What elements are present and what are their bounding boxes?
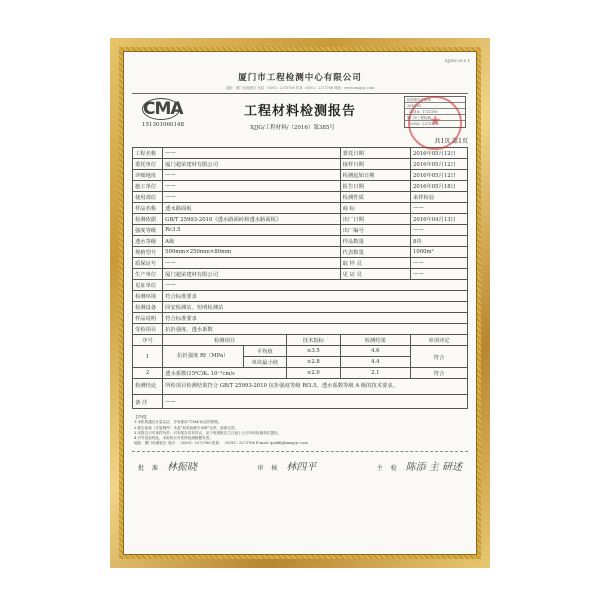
standard-value: ≥3.5: [287, 346, 341, 357]
verdict: 符合: [411, 368, 468, 379]
note-line: 2.报告涂改（含复制件）未盖“检验检测专用章”无效，涂改无效。: [134, 425, 239, 430]
verdict: 符合: [411, 346, 468, 368]
field-value: A级: [163, 236, 341, 247]
report-number: XJJG/工程材料/（2016）第385号: [250, 125, 335, 131]
field-label: 施工单位: [133, 181, 163, 192]
field-label: 生产单位: [133, 269, 163, 280]
field-label: 工程名称: [133, 148, 163, 159]
result-value: 2.1: [340, 368, 410, 379]
info-row: [133, 225, 468, 236]
field-value: GB/T 25993-2010《透水路面砖和透水路面板》: [163, 214, 341, 225]
cma-number: 151301060148: [142, 122, 184, 128]
field-value: 来样检验: [411, 192, 468, 203]
col-item: 检测项目: [163, 335, 287, 346]
field-label: 规格型号: [133, 247, 163, 258]
row-number: 2: [133, 368, 163, 379]
info-row: [133, 313, 468, 324]
field-value: ——: [163, 258, 341, 269]
frame-border: [119, 47, 481, 559]
stamp-line: （2016）1721190: [405, 109, 465, 115]
field-value: ——: [411, 225, 468, 236]
field-value: Rc3.5: [163, 225, 341, 236]
field-label: 出厂日期: [340, 214, 410, 225]
field-label: 使用部位: [133, 192, 163, 203]
standard-value: ≥2.8: [287, 357, 341, 368]
contact-line: 地址：厦门市湖里区 电话（0592）2273766 传真（0592）2273766 网址：www.xmgcjc.com: [225, 86, 375, 90]
field-label: 透水等级: [133, 236, 163, 247]
field-label: 详细地址: [133, 170, 163, 181]
result-value: 4.4: [340, 357, 410, 368]
test-item: 透水系数(15℃)Kᵥ 10⁻²cm/s: [163, 368, 287, 379]
field-value: 透水路面板: [163, 203, 341, 214]
field-value: 1000m²: [411, 247, 468, 258]
field-value: ——: [411, 258, 468, 269]
test-block: [377, 458, 462, 473]
results-section: [133, 335, 468, 409]
field-label: 见证单位: [133, 280, 163, 291]
note-line: 地址：厦门市湖里区 电话：（0592）2273766 传真：（0592）2273766 E-mail: qualify@xmgcjc.com: [134, 441, 308, 446]
info-row: [133, 280, 468, 291]
field-label: 检测起始日期: [340, 170, 410, 181]
page-info: 共1页 第1页: [434, 138, 468, 145]
field-value: 抗折强度、透水系数: [163, 324, 468, 335]
test-signature: 陈添 主 研述: [405, 461, 462, 473]
field-label: 样品数量: [340, 236, 410, 247]
field-value: 2016年05月12日: [411, 159, 468, 170]
field-label: 接样日期: [340, 159, 410, 170]
col-no: 序号: [133, 335, 163, 346]
stamp-line: （0592）2273766: [407, 122, 438, 126]
report-header: [132, 96, 468, 140]
field-value: 符合标准要求: [163, 313, 468, 324]
conclusion-label: 检测结论: [133, 379, 163, 395]
certificate-frame: [110, 38, 490, 568]
signature-row: [132, 458, 468, 473]
result-row: [133, 368, 468, 379]
field-value: 符合标准要求: [163, 291, 468, 302]
info-row: [133, 159, 468, 170]
field-value: ——: [163, 280, 468, 291]
test-item: 抗折强度 Rf（MPa）: [163, 346, 243, 368]
field-label: 检测依据: [133, 214, 163, 225]
sub-item: 单块最小值: [243, 357, 287, 368]
row-number: 1: [133, 346, 163, 368]
notes-heading: 【声明】: [134, 415, 149, 419]
field-value: 2016年05月18日: [411, 181, 468, 192]
form-code: XJJ96-20 0 1: [444, 58, 470, 63]
info-row: [133, 181, 468, 192]
field-label: 出厂编号: [340, 225, 410, 236]
info-row: [133, 214, 468, 225]
field-value: 2016年05月12日: [411, 170, 468, 181]
field-value: ——: [163, 181, 341, 192]
approve-signature: 林振晓: [166, 461, 197, 473]
info-row: [133, 258, 468, 269]
field-value: 2016年04月13日: [411, 214, 468, 225]
field-value: ——: [411, 269, 468, 280]
info-row: [133, 192, 468, 203]
field-label: 强度等级: [133, 225, 163, 236]
field-value: ——: [163, 148, 341, 159]
institute-name: 厦门市工程检测中心有限公司: [238, 73, 362, 83]
field-label: 取 样 员: [340, 258, 410, 269]
info-row: [133, 247, 468, 258]
header-divider: [132, 93, 468, 94]
report-sheet: [123, 51, 477, 555]
stamp-line: 2016-05: [405, 103, 465, 109]
field-label: 检测设备: [133, 302, 163, 313]
field-label: 样品说明: [133, 313, 163, 324]
col-result: 检测结果: [340, 335, 410, 346]
review-signature: 林四平: [286, 461, 317, 473]
info-row: [133, 269, 468, 280]
stamp-line: 厦门市工程检测: [405, 115, 465, 121]
field-value: 回安检测站、恒明检测站: [163, 302, 468, 313]
field-label: 检测性质: [340, 192, 410, 203]
results-header-row: [133, 335, 468, 346]
notes-divider: [132, 451, 468, 452]
result-row: [133, 346, 468, 357]
review-label: 审 核: [257, 464, 281, 472]
col-verdict: 单项评定: [411, 335, 468, 346]
test-label: 主 检: [376, 464, 400, 472]
field-label: 委托单位: [133, 159, 163, 170]
note-line: 4.对外送检样品，本机构仅对来样检测数据负责。: [134, 436, 213, 441]
info-row: [133, 170, 468, 181]
field-label: 样品名称: [133, 203, 163, 214]
field-value: 2016年05月12日: [411, 148, 468, 159]
approve-block: [138, 458, 197, 473]
report-title: 工程材料检测报告: [243, 104, 356, 119]
field-value: 8块: [411, 236, 468, 247]
field-value: ——: [163, 170, 341, 181]
remark-label: 备 注: [133, 395, 163, 409]
remark-text: ——: [163, 395, 468, 409]
cma-logo-icon: CMA: [143, 99, 183, 119]
review-block: [257, 458, 316, 473]
red-seal-icon: [408, 96, 462, 150]
info-row: [133, 148, 468, 159]
field-value: ——: [163, 192, 341, 203]
conclusion-text: 所检项目检测结果符合 GB/T 25993-2010 抗折强度等级 Rf3.5、透水系数等级 A 级的技术要求。: [163, 379, 468, 395]
sub-item: 平均值: [243, 346, 287, 357]
note-line: 1.本机构通过计量认证，享有使用“CMA”标志的资格。: [134, 420, 222, 425]
col-standard: 技术指标: [287, 335, 341, 346]
standard-value: ≥2.0: [287, 368, 341, 379]
field-value: 500mm×250mm×80mm: [163, 247, 341, 258]
stamp-line: 检验报告专用章: [405, 97, 465, 103]
report-table: [132, 147, 468, 409]
approve-label: 批 准: [138, 464, 161, 472]
info-row: [133, 302, 468, 313]
field-label: 受检项目: [133, 324, 163, 335]
field-value: 厦门超荣建材有限公司: [163, 159, 341, 170]
field-label: 见 证 员: [340, 269, 410, 280]
field-value: ——: [411, 203, 468, 214]
field-label: 商 标: [340, 203, 410, 214]
notes-section: [132, 415, 468, 447]
info-row: [133, 324, 468, 335]
field-label: 报告日期: [340, 181, 410, 192]
field-label: 委托日期: [340, 148, 410, 159]
field-value: 厦门超荣建材有限公司: [163, 269, 341, 280]
field-label: 检测环境: [133, 291, 163, 302]
result-value: 4.6: [340, 346, 410, 357]
field-label: 质保证号: [133, 258, 163, 269]
info-row: [133, 203, 468, 214]
info-row: [133, 291, 468, 302]
field-label: 代表数量: [340, 247, 410, 258]
info-row: [133, 236, 468, 247]
conclusion-row: [133, 379, 468, 395]
remark-row: [133, 395, 468, 409]
note-line: 3.本报告只对来样负责；对本报告若有异议，应于收到报告之日起十五日内向检测单位提出。: [134, 430, 282, 435]
